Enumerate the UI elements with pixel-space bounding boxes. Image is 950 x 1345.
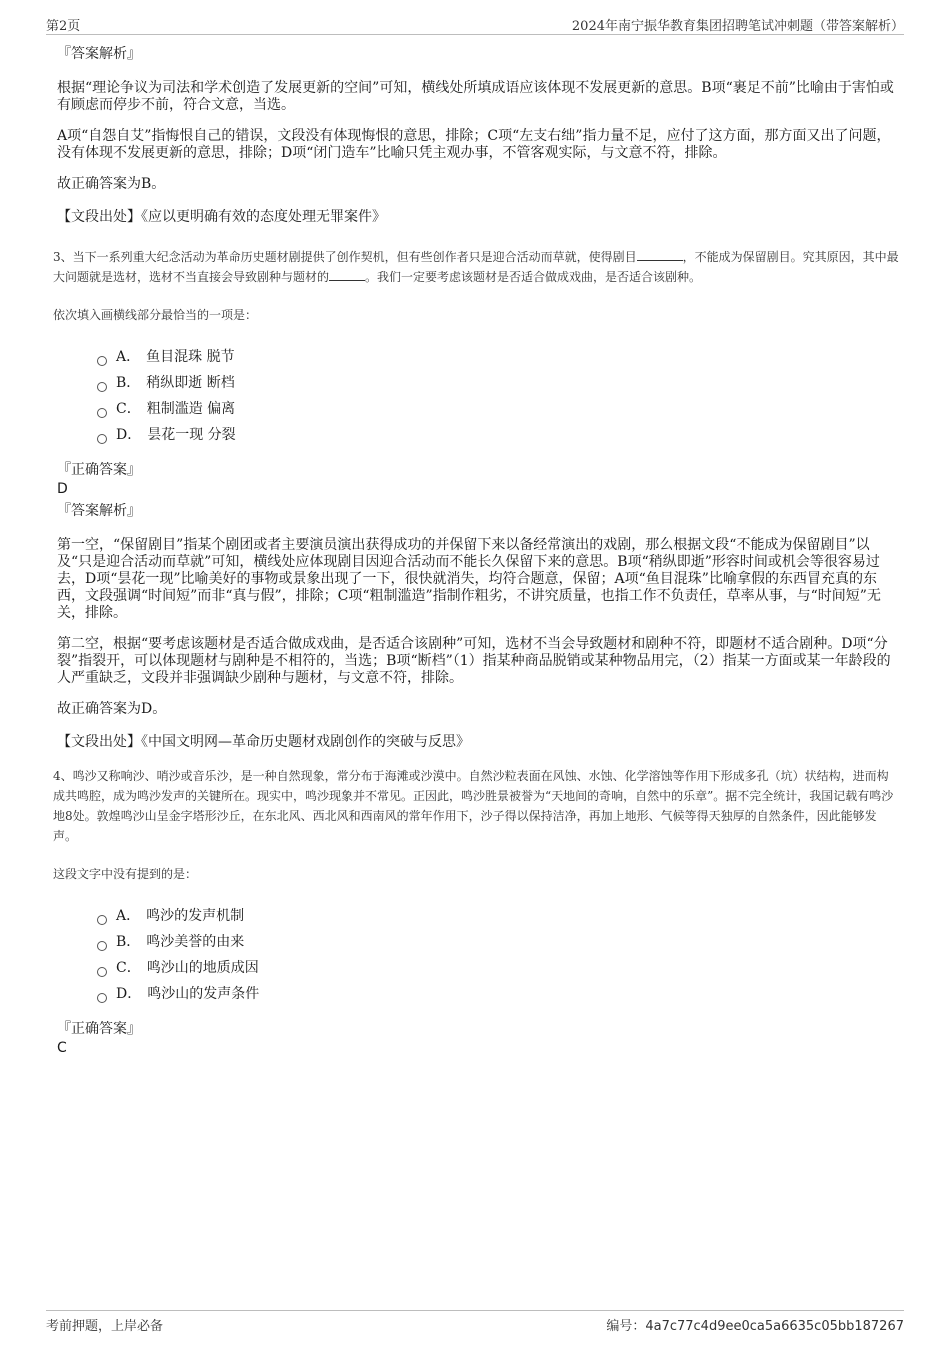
document-code: 编号：4a7c77c4d9ee0ca5a6635c05bb187267 [606,1319,904,1334]
q3-option-b[interactable]: B． 稍纵即逝 断档 [97,370,900,396]
q3-analysis-paragraph-1: 第一空，“保留剧目”指某个剧团或者主要演员演出获得成功的并保留下来以备经常演出的戏剧，那么根据文段“不能成为保留剧目”以及“只是迎合活动而草就”可知，横线处应体现剧目因迎合活动而不能长久保留下来的意思。B项“稍纵即逝”形容时间或机会等很容易过去，D项“昙花一现”比喻美好的事物或景象出现了一下，很快就消失，均符合题意，保留；A项“鱼目混珠”比喻拿假的东西冒充真的东西，文段强调“时间短”而非“真与假”，排除；C项“粗制滥造”指制作粗劣，不讲究质量，也指工作不负责任，草率从事，与“时间短”无关，排除。 [57,537,881,621]
document-title: 2024年南宁振华教育集团招聘笔试冲刺题（带答案解析） [571,19,904,34]
q3-option-c[interactable]: C． 粗制滥造 偏离 [97,396,900,422]
q2-analysis-paragraph-1: 根据“理论争议为司法和学术创造了发展更新的空间”可知，横线处所填成语应该体现不发展更新的意思。B项“裹足不前”比喻由于害怕或有顾虑而停步不前，符合文意，当选。 [57,80,894,113]
q3-options [97,344,900,448]
radio-icon[interactable] [97,356,107,366]
q4-options [97,903,900,1007]
page-header [46,12,904,35]
q4-instruction: 这段文字中没有提到的是： [53,867,198,881]
q3-correct-label: 『正确答案』 [57,462,141,478]
q4-option-c[interactable]: C． 鸣沙山的地质成因 [97,955,900,981]
q3-analysis-paragraph-2: 第二空，根据“要考虑该题材是否适合做成戏曲，是否适合该剧种”可知，选材不当会导致题材和剧种不符，即题材不适合剧种。D项“分裂”指裂开，可以体现题材与剧种是不相符的，当选；B项“断档”（1）指某种商品脱销或某种物品用完，（2）指某一方面或某一年龄段的人严重缺乏，文段并非强调缺少剧种与题材，与文意不符，排除。 [57,636,891,686]
q4-correct-answer: C [57,1040,67,1056]
page-footer [46,1310,904,1335]
q4-option-d[interactable]: D． 鸣沙山的发声条件 [97,981,900,1007]
q4-option-b[interactable]: B． 鸣沙美誉的由来 [97,929,900,955]
q4-correct-label: 『正确答案』 [57,1021,141,1037]
q2-analysis-paragraph-2: A项“自怨自艾”指悔恨自己的错误，文段没有体现悔恨的意思，排除；C项“左支右绌”指力量不足，应付了这方面，那方面又出了问题，没有体现不发展更新的意思，排除；D项“闭门造车”比喻只凭主观办事，不管客观实际，与文意不符，排除。 [57,128,891,161]
q2-source: 【文段出处】《应以更明确有效的态度处理无罪案件》 [57,209,386,225]
radio-icon[interactable] [97,967,107,977]
q3-question-text: 3、当下一系列重大纪念活动为革命历史题材剧提供了创作契机，但有些创作者只是迎合活动而草就，使得剧目 ，不能成为保留剧目。究其原因，其中最大问题就是选材，选材不当直接会导致剧种与题材的 。我们一定要考虑该题材是否适合做成戏曲，是否适合该剧种。 [53,250,899,284]
q2-analysis-label: 『答案解析』 [57,46,141,62]
page-content [53,44,900,1057]
q4-option-a[interactable]: A． 鸣沙的发声机制 [97,903,900,929]
q3-conclusion: 故正确答案为D。 [57,701,167,717]
page-number: 第2页 [46,19,81,34]
q3-analysis-label: 『答案解析』 [57,503,141,519]
radio-icon[interactable] [97,382,107,392]
q2-conclusion: 故正确答案为B。 [57,176,166,192]
q3-blank-1 [637,248,683,261]
footer-slogan: 考前押题，上岸必备 [46,1319,164,1334]
radio-icon[interactable] [97,993,107,1003]
q3-blank-2 [329,268,365,281]
radio-icon[interactable] [97,941,107,951]
radio-icon[interactable] [97,408,107,418]
q3-option-a[interactable]: A． 鱼目混珠 脱节 [97,344,900,370]
q3-option-d[interactable]: D． 昙花一现 分裂 [97,422,900,448]
radio-icon[interactable] [97,915,107,925]
q4-question-text: 4、鸣沙又称响沙、哨沙或音乐沙，是一种自然现象，常分布于海滩或沙漠中。自然沙粒表面在风蚀、水蚀、化学溶蚀等作用下形成多孔（坑）状结构，进而构成共鸣腔，成为鸣沙发声的关键所在。现实中，鸣沙现象并不常见。正因此，鸣沙胜景被誉为“天地间的奇响，自然中的乐章”。据不完全统计，我国记载有鸣沙地8处。敦煌鸣沙山呈金字塔形沙丘，在东北风、西北风和西南风的常年作用下，沙子得以保持洁净，再加上地形、气候等得天独厚的自然条件，因此能够发声。 [53,769,894,843]
radio-icon[interactable] [97,434,107,444]
q3-correct-answer: D [57,481,68,497]
q3-instruction: 依次填入画横线部分最恰当的一项是： [53,308,258,322]
q3-source: 【文段出处】《中国文明网—革命历史题材戏剧创作的突破与反思》 [57,734,470,750]
